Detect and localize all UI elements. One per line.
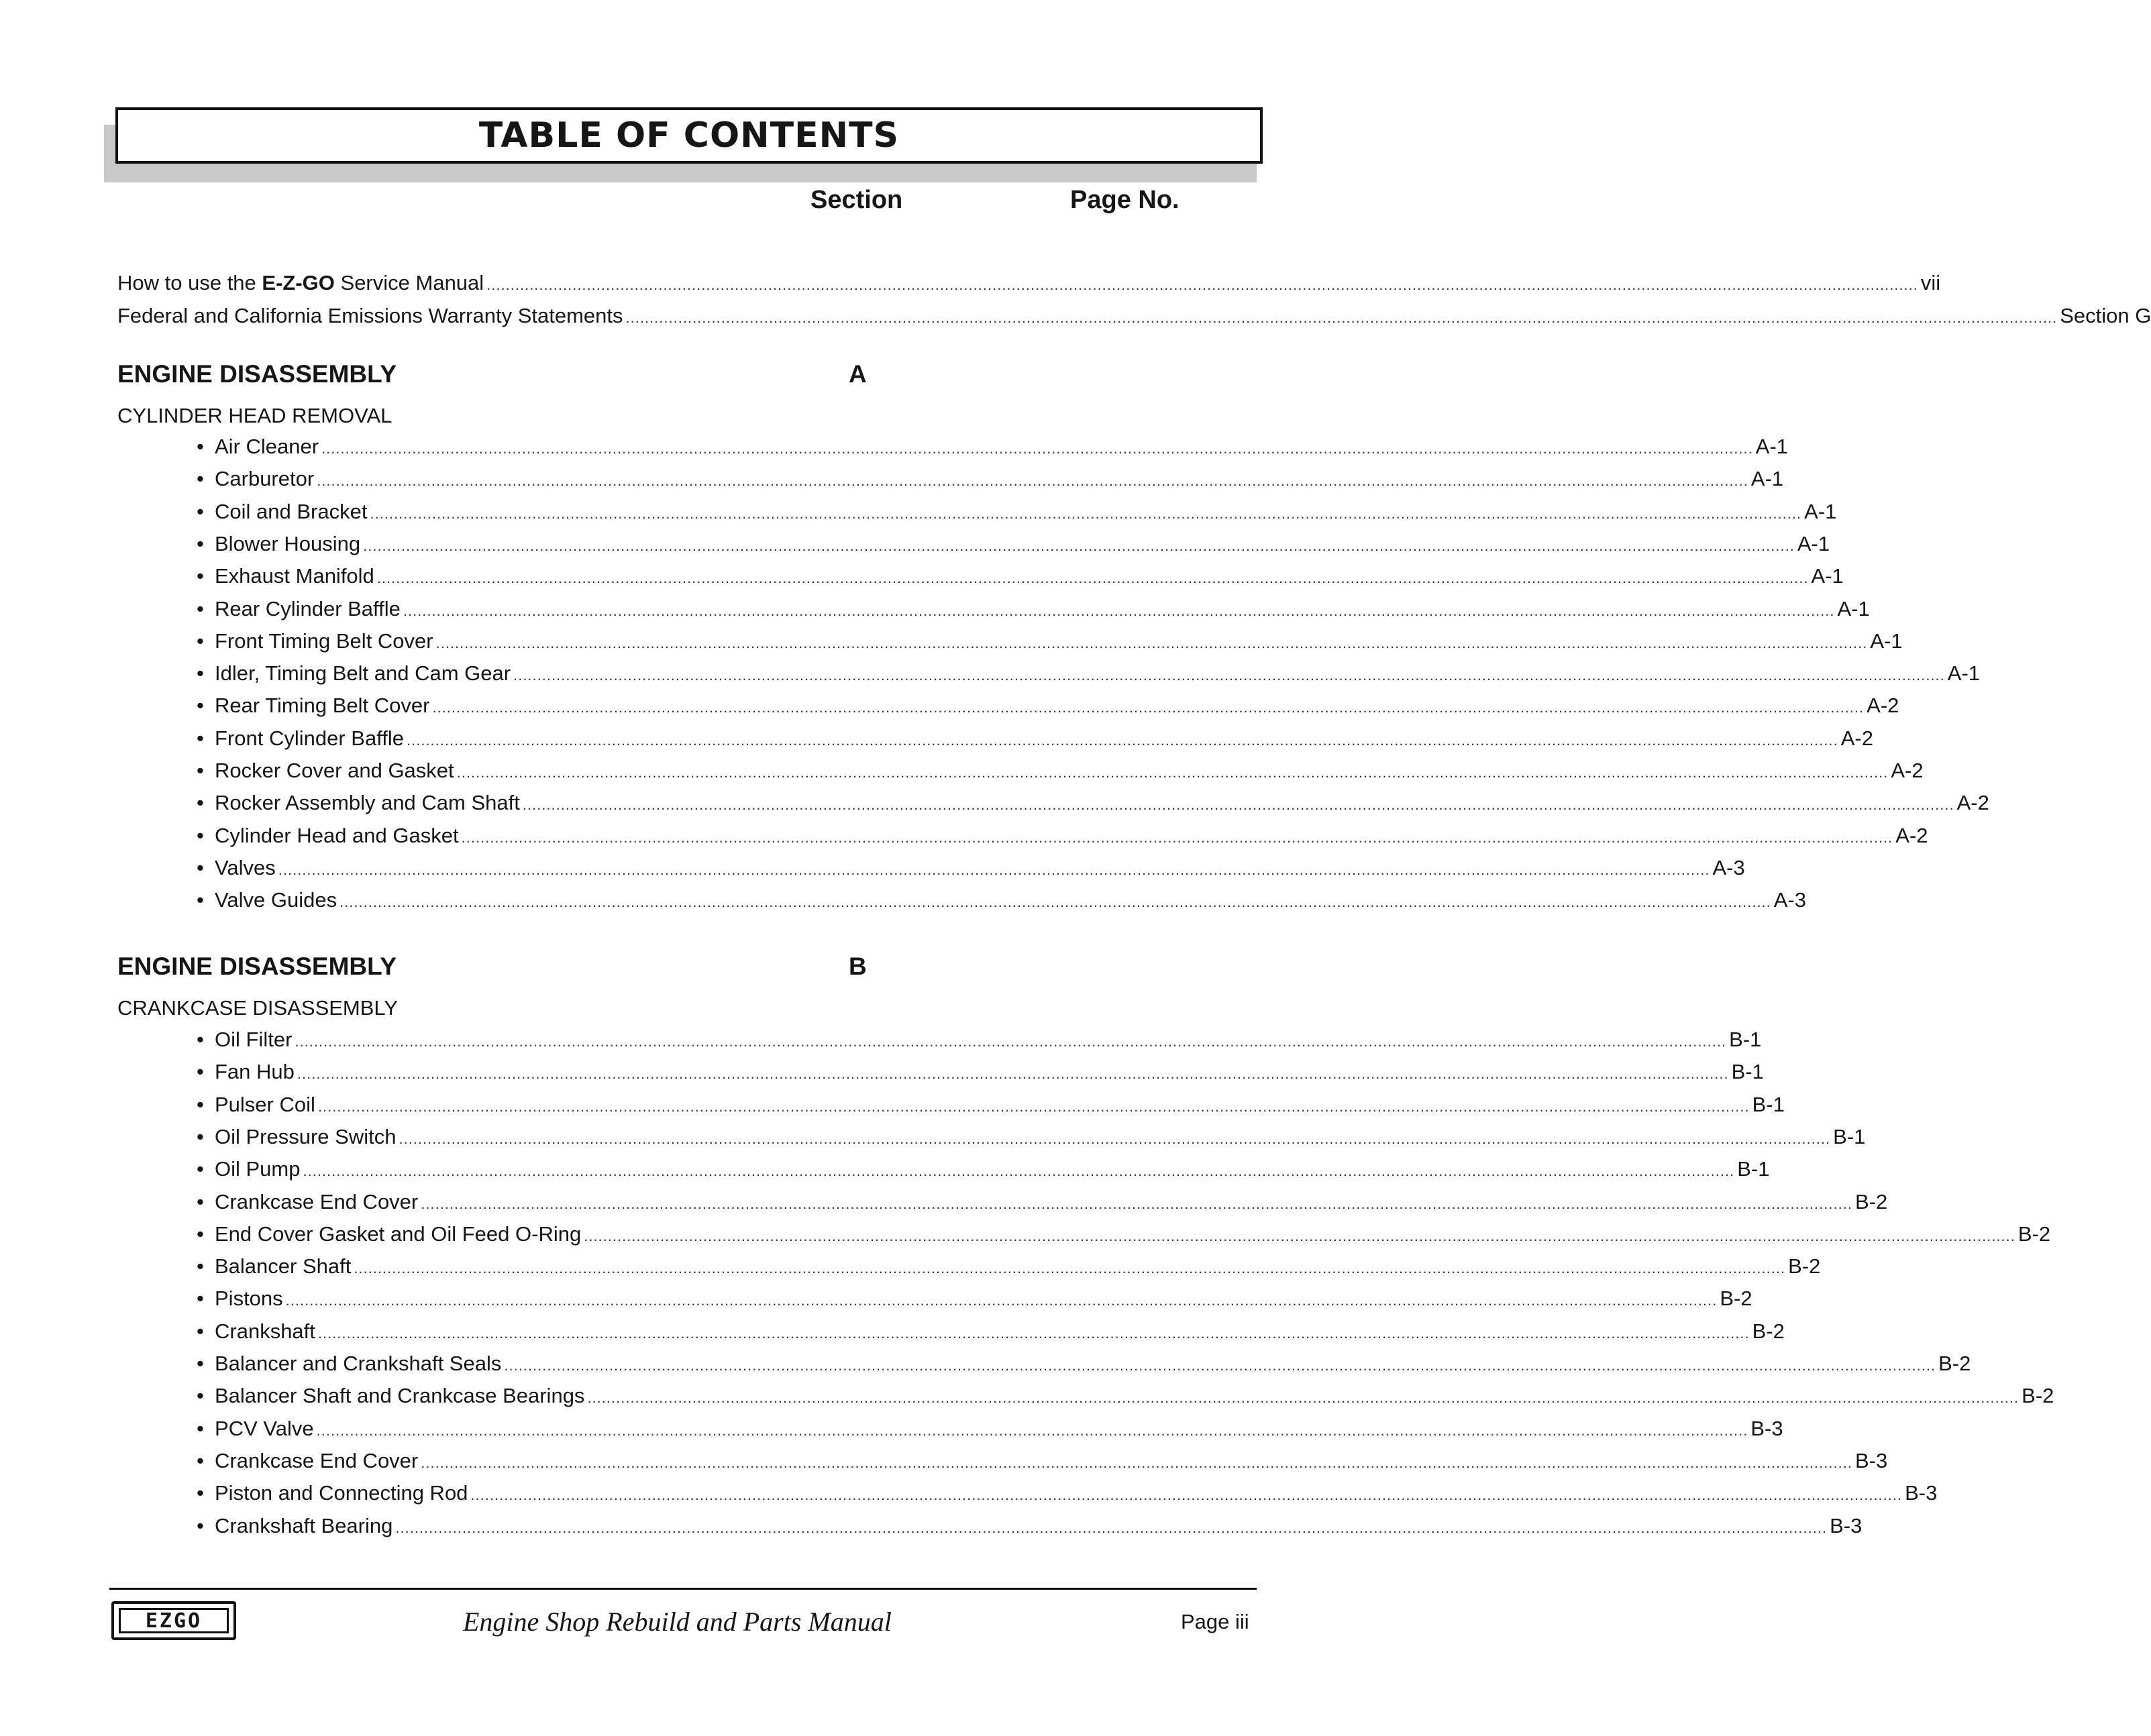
dot-leader: ............................................................................................................................................................................................................................................................................................................ — [513, 667, 1945, 684]
item-text: PCV Valve — [215, 1417, 314, 1440]
toc-item[interactable] — [197, 790, 1989, 816]
item-text: Piston and Connecting Rod — [215, 1481, 468, 1505]
item-text: Valve Guides — [215, 888, 337, 912]
toc-item[interactable] — [197, 1513, 1863, 1539]
item-text: Idler, Timing Belt and Cam Gear — [215, 661, 511, 685]
item-text: Coil and Bracket — [215, 500, 368, 523]
intro-text: How to use the — [117, 271, 262, 294]
item-text: Pulser Coil — [215, 1093, 315, 1116]
footer-manual-title: Engine Shop Rebuild and Parts Manual — [463, 1607, 892, 1637]
toc-page-ref: B-2 — [1720, 1287, 1752, 1310]
toc-item-label — [197, 1091, 315, 1118]
section-letter: A — [849, 360, 867, 388]
bullet-icon: • — [197, 888, 204, 912]
bullet-icon: • — [197, 1352, 204, 1375]
bullet-icon: • — [197, 597, 204, 620]
bullet-icon: • — [197, 694, 204, 717]
toc-item-label — [197, 1285, 283, 1312]
toc-page-ref: B-1 — [1731, 1060, 1764, 1083]
toc-item[interactable] — [197, 1350, 1971, 1377]
item-text: Rear Timing Belt Cover — [215, 694, 430, 717]
bullet-icon: • — [197, 759, 204, 782]
toc-item-label — [197, 498, 367, 525]
dot-leader: ............................................................................................................................................................................................................................................................................................................ — [432, 699, 1865, 716]
toc-item-label — [197, 855, 276, 881]
bullet-icon: • — [197, 1319, 204, 1343]
section-letter: B — [849, 953, 867, 980]
toc-item[interactable] — [197, 498, 1837, 525]
toc-item[interactable] — [197, 433, 1789, 460]
bullet-icon: • — [197, 1254, 204, 1278]
toc-item-label — [197, 1253, 351, 1280]
item-text: Crankcase End Cover — [215, 1449, 419, 1472]
toc-item[interactable] — [197, 1091, 1785, 1118]
toc-item-label — [197, 1350, 501, 1377]
item-text: Crankshaft — [215, 1319, 315, 1343]
toc-page-ref: B-3 — [1905, 1481, 1938, 1505]
toc-item[interactable] — [197, 1253, 1821, 1280]
toc-page-ref: B-1 — [1752, 1093, 1785, 1116]
toc-item-label — [117, 270, 484, 296]
bullet-icon: • — [197, 435, 204, 458]
item-text: End Cover Gasket and Oil Feed O-Ring — [215, 1222, 582, 1246]
dot-leader: ............................................................................................................................................................................................................................................................................................................ — [321, 440, 1753, 457]
toc-item[interactable] — [197, 1156, 1770, 1183]
toc-item-label — [197, 1124, 396, 1150]
dot-leader: ............................................................................................................................................................................................................................................................................................................ — [399, 1130, 1831, 1147]
bullet-icon: • — [197, 1157, 204, 1181]
toc-item-label — [197, 887, 337, 914]
dot-leader: ............................................................................................................................................................................................................................................................................................................ — [370, 505, 1802, 522]
item-text: Air Cleaner — [215, 435, 319, 458]
dot-leader: ............................................................................................................................................................................................................................................................................................................ — [403, 602, 1835, 619]
toc-item-label — [197, 692, 429, 719]
dot-leader: ............................................................................................................................................................................................................................................................................................................ — [354, 1260, 1786, 1277]
dot-leader: ............................................................................................................................................................................................................................................................................................................ — [421, 1195, 1852, 1212]
toc-item-label — [197, 725, 404, 752]
item-text: Pistons — [215, 1287, 283, 1310]
item-text: Balancer Shaft — [215, 1254, 352, 1278]
bullet-icon: • — [197, 856, 204, 879]
dot-leader: ............................................................................................................................................................................................................................................................................................................ — [317, 1098, 1750, 1115]
dot-leader: ............................................................................................................................................................................................................................................................................................................ — [421, 1454, 1852, 1471]
toc-page-ref: A-2 — [1867, 694, 1899, 717]
toc-page-ref: A-2 — [1891, 759, 1924, 782]
dot-leader: ............................................................................................................................................................................................................................................................................................................ — [376, 569, 1809, 586]
item-text: Fan Hub — [215, 1060, 295, 1083]
section-title: ENGINE DISASSEMBLY — [117, 360, 397, 388]
brand-name: E-Z-GO — [262, 271, 335, 294]
dot-leader: ............................................................................................................................................................................................................................................................................................................ — [317, 472, 1748, 489]
toc-page-ref: B-2 — [1854, 1190, 1888, 1213]
toc-item-label — [197, 822, 459, 849]
bullet-icon: • — [197, 791, 204, 814]
toc-item[interactable] — [197, 466, 1784, 492]
bullet-icon: • — [197, 1125, 204, 1148]
bullet-icon: • — [197, 1449, 204, 1472]
dot-leader: ............................................................................................................................................................................................................................................................................................................ — [316, 1422, 1748, 1439]
section-title: ENGINE DISASSEMBLY — [117, 953, 397, 980]
bullet-icon: • — [197, 1028, 204, 1051]
bullet-icon: • — [197, 1417, 204, 1440]
toc-item[interactable] — [197, 692, 1899, 719]
item-text: Oil Pressure Switch — [215, 1125, 397, 1148]
bullet-icon: • — [197, 726, 204, 750]
bullet-icon: • — [197, 1093, 204, 1116]
dot-leader: ............................................................................................................................................................................................................................................................................................................ — [625, 309, 2058, 326]
toc-item-label — [197, 466, 314, 492]
toc-item[interactable] — [197, 855, 1745, 881]
toc-item[interactable] — [197, 563, 1844, 590]
dot-leader: ............................................................................................................................................................................................................................................................................................................ — [395, 1519, 1828, 1536]
bullet-icon: • — [197, 661, 204, 685]
toc-item[interactable] — [197, 628, 1903, 655]
section-subheading: CYLINDER HEAD REMOVAL — [117, 404, 392, 427]
dot-leader: ............................................................................................................................................................................................................................................................................................................ — [587, 1389, 2019, 1406]
item-text: Rocker Cover and Gasket — [215, 759, 454, 782]
section-column-header: Section — [810, 186, 903, 214]
toc-item-label — [197, 628, 433, 655]
toc-page-ref: B-1 — [1729, 1028, 1762, 1051]
dot-leader: ............................................................................................................................................................................................................................................................................................................ — [278, 861, 1710, 878]
toc-page-ref: A-1 — [1804, 500, 1837, 523]
bullet-icon: • — [197, 1190, 204, 1213]
item-text: Front Timing Belt Cover — [215, 629, 433, 653]
toc-page-ref: A-2 — [1895, 824, 1928, 847]
bullet-icon: • — [197, 564, 204, 588]
toc-page-ref: B-2 — [1788, 1254, 1821, 1278]
toc-item[interactable] — [197, 1189, 1888, 1215]
toc-item-label — [197, 1318, 315, 1345]
intro-text: Federal and California Emissions Warranty Statements — [117, 304, 623, 327]
dot-leader: ............................................................................................................................................................................................................................................................................................................ — [303, 1162, 1735, 1179]
toc-item-label — [197, 1189, 418, 1215]
toc-page-ref: A-2 — [1840, 726, 1873, 750]
toc-item[interactable] — [197, 1059, 1764, 1085]
toc-page-ref: A-1 — [1947, 661, 1981, 685]
toc-page-ref: A-1 — [1797, 532, 1830, 555]
toc-item[interactable] — [197, 1318, 1785, 1345]
toc-item-label — [197, 1480, 468, 1507]
toc-item[interactable] — [197, 1448, 1888, 1474]
dot-leader: ............................................................................................................................................................................................................................................................................................................ — [363, 537, 1795, 554]
item-text: Exhaust Manifold — [215, 564, 374, 588]
page-title: TABLE OF CONTENTS — [115, 107, 1263, 164]
dot-leader: ............................................................................................................................................................................................................................................................................................................ — [504, 1357, 1936, 1374]
dot-leader: ............................................................................................................................................................................................................................................................................................................ — [339, 893, 1771, 910]
bullet-icon: • — [197, 1514, 204, 1537]
item-text: Blower Housing — [215, 532, 361, 555]
toc-item[interactable] — [197, 887, 1807, 914]
toc-item-label — [197, 433, 319, 460]
item-text: Balancer Shaft and Crankcase Bearings — [215, 1384, 585, 1407]
bullet-icon: • — [197, 467, 204, 490]
toc-item[interactable] — [197, 531, 1830, 557]
bullet-icon: • — [197, 824, 204, 847]
item-text: Carburetor — [215, 467, 315, 490]
toc-item[interactable] — [197, 822, 1928, 849]
toc-item-label — [197, 660, 511, 687]
bullet-icon: • — [197, 1287, 204, 1310]
toc-page-ref: B-2 — [1752, 1319, 1785, 1343]
toc-page-ref: B-3 — [1854, 1449, 1888, 1472]
bullet-icon: • — [197, 500, 204, 523]
toc-item[interactable] — [197, 757, 1924, 784]
dot-leader: ............................................................................................................................................................................................................................................................................................................ — [486, 276, 1918, 293]
bullet-icon: • — [197, 1481, 204, 1505]
toc-item-label — [117, 303, 623, 329]
toc-item[interactable] — [197, 1124, 1866, 1150]
toc-item-label — [197, 1415, 314, 1442]
dot-leader: ............................................................................................................................................................................................................................................................................................................ — [522, 796, 1954, 813]
toc-item-label — [197, 757, 454, 784]
toc-item-label — [197, 596, 401, 622]
toc-item-label — [197, 1221, 581, 1248]
toc-item[interactable] — [197, 660, 1981, 687]
toc-page-ref: B-3 — [1830, 1514, 1863, 1537]
dot-leader: ............................................................................................................................................................................................................................................................................................................ — [295, 1033, 1727, 1050]
toc-entry[interactable] — [117, 303, 2151, 329]
toc-page-ref: A-1 — [1837, 597, 1870, 620]
dot-leader: ............................................................................................................................................................................................................................................................................................................ — [297, 1065, 1729, 1082]
item-text: Oil Pump — [215, 1157, 301, 1181]
toc-page-ref: B-3 — [1750, 1417, 1783, 1440]
toc-page-ref: A-3 — [1773, 888, 1807, 912]
toc-item-label — [197, 1448, 418, 1474]
toc-page-ref: B-1 — [1737, 1157, 1770, 1181]
toc-item-label — [197, 563, 374, 590]
dot-leader: ............................................................................................................................................................................................................................................................................................................ — [456, 764, 1889, 781]
dot-leader: ............................................................................................................................................................................................................................................................................................................ — [470, 1486, 1903, 1503]
toc-item-label — [197, 790, 520, 816]
intro-text-suffix: Service Manual — [334, 271, 484, 294]
bullet-icon: • — [197, 1222, 204, 1246]
toc-item[interactable] — [197, 1415, 1783, 1442]
page-column-header: Page No. — [1070, 186, 1179, 214]
section-subheading: CRANKCASE DISASSEMBLY — [117, 996, 399, 1020]
item-text: Valves — [215, 856, 276, 879]
toc-page-ref: vii — [1920, 271, 1941, 294]
toc-page-ref: A-1 — [1811, 564, 1844, 588]
item-text: Crankcase End Cover — [215, 1190, 419, 1213]
dot-leader: ............................................................................................................................................................................................................................................................................................................ — [461, 829, 1893, 846]
dot-leader: ............................................................................................................................................................................................................................................................................................................ — [407, 732, 1838, 749]
toc-item[interactable] — [197, 1382, 2054, 1409]
toc-item[interactable] — [197, 1480, 1938, 1507]
dot-leader: ............................................................................................................................................................................................................................................................................................................ — [435, 635, 1868, 651]
toc-item[interactable] — [197, 1221, 2051, 1248]
toc-page-ref: A-1 — [1870, 629, 1903, 653]
toc-page-ref: A-1 — [1755, 435, 1789, 458]
toc-page-ref: B-2 — [1938, 1352, 1971, 1375]
item-text: Oil Filter — [215, 1028, 293, 1051]
bullet-icon: • — [197, 629, 204, 653]
toc-item-label — [197, 1156, 300, 1183]
toc-page-ref: A-3 — [1712, 856, 1745, 879]
item-text: Front Cylinder Baffle — [215, 726, 404, 750]
toc-item[interactable] — [197, 725, 1873, 752]
bullet-icon: • — [197, 1384, 204, 1407]
dot-leader: ............................................................................................................................................................................................................................................................................................................ — [584, 1228, 2015, 1244]
item-text: Rear Cylinder Baffle — [215, 597, 401, 620]
toc-item-label — [197, 1026, 292, 1053]
footer-divider — [109, 1588, 1257, 1590]
toc-page-ref: A-1 — [1750, 467, 1784, 490]
bullet-icon: • — [197, 532, 204, 555]
footer-page-number: Page iii — [1181, 1610, 1249, 1633]
toc-item-label — [197, 1382, 584, 1409]
toc-page-ref: B-2 — [2022, 1384, 2054, 1407]
toc-page-ref: A-2 — [1956, 791, 1989, 814]
item-text: Cylinder Head and Gasket — [215, 824, 459, 847]
logo-text: EZGO — [119, 1608, 229, 1633]
toc-page-ref: B-1 — [1833, 1125, 1866, 1148]
item-text: Rocker Assembly and Cam Shaft — [215, 791, 520, 814]
toc-page-ref: Section G — [2060, 304, 2151, 327]
dot-leader: ............................................................................................................................................................................................................................................................................................................ — [317, 1325, 1750, 1342]
toc-page-ref: B-2 — [2017, 1222, 2051, 1246]
item-text: Crankshaft Bearing — [215, 1514, 393, 1537]
bullet-icon: • — [197, 1060, 204, 1083]
toc-item-label — [197, 531, 360, 557]
toc-item[interactable] — [197, 1285, 1752, 1312]
toc-item[interactable] — [197, 596, 1870, 622]
item-text: Balancer and Crankshaft Seals — [215, 1352, 502, 1375]
ezgo-logo — [111, 1601, 236, 1640]
toc-entry[interactable] — [117, 270, 1941, 296]
dot-leader: ............................................................................................................................................................................................................................................................................................................ — [285, 1292, 1718, 1309]
toc-item[interactable] — [197, 1026, 1762, 1053]
toc-item-label — [197, 1513, 392, 1539]
toc-item-label — [197, 1059, 295, 1085]
